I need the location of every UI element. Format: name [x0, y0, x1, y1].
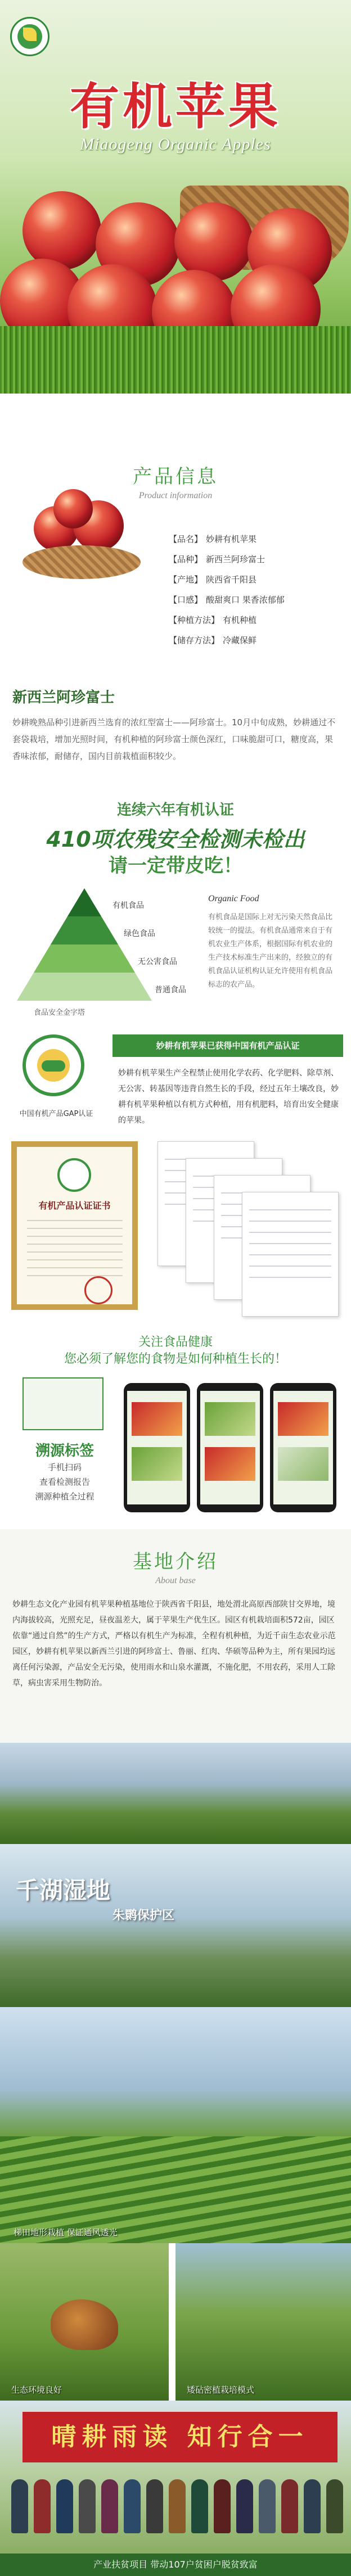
wicker-plate: [22, 545, 141, 579]
seal-text: 妙耕有机苹果生产全程禁止使用化学农药、化学肥料、除草剂、无公害、转基因等违背自然生长的手段，经过五年土壤改良，妙耕有机苹果种植以有机方式种植，用有机肥料，培育出安全健康的苹果。: [118, 1069, 339, 1125]
section-header: [0, 1546, 351, 1586]
certificate-frame: [11, 1141, 138, 1310]
spec-label: 【品种】: [169, 554, 203, 564]
group-photo: [0, 2401, 351, 2576]
seal-caption: 中国有机产品GAP认证: [19, 1110, 93, 1118]
pheasant-photo: [0, 2243, 169, 2401]
person: [101, 2479, 118, 2533]
variety-section: [0, 675, 351, 787]
certification-banner: [0, 787, 351, 877]
certification-seal-icon: [22, 1034, 84, 1096]
certificate-text-lines: [27, 1220, 123, 1282]
wetland-subtitle: 朱鹮保护区: [112, 1909, 175, 1923]
spec-value: 酸甜爽口 果香浓郁郁: [206, 594, 285, 605]
pyramid-caption: 食品安全金字塔: [34, 1009, 86, 1017]
person: [169, 2479, 186, 2533]
pheasant-image: [51, 2299, 118, 2350]
right-photo-caption: 矮砧密植栽培模式: [187, 2385, 255, 2395]
certificate-paper: [17, 1147, 132, 1304]
base-description: 妙耕生态文化产业园有机苹果种植基地位于陕西省千阳县，地处渭北高原西部陕甘交界地，境内海拔较高，光照充足，昼夜温差大，属于苹果生产优生区。园区有机栽培面积572亩，园区依靠“通过自然”的生产方式，严格以有机生产为标准，全程有机种植，为近千亩生态农业示范园区，妙耕有机苹果以新西兰引进的阿珍富士、鲁丽、红肉、华硕等品种为主，所有果园均远离任何污染源，产品安全无污染，使用雨水和山泉水灌溉，不施化肥，不用农药，采用人工除草，病虫害采用生物防治。: [12, 1600, 336, 1688]
pyramid-level-label: 有机食品: [112, 901, 144, 910]
section-subtitle: About base: [155, 1576, 196, 1585]
spec-value: 陕西省千阳县: [206, 574, 257, 585]
variety-name: 新西兰阿珍富士: [12, 689, 115, 706]
product-info-section: [0, 394, 351, 675]
person: [124, 2479, 141, 2533]
person: [236, 2479, 253, 2533]
spec-value: 有机种植: [223, 614, 257, 625]
spec-value: 妙耕有机苹果: [206, 534, 257, 544]
wetland-title: 千湖湿地: [16, 1877, 111, 1904]
left-photo-caption: 生态环境良好: [11, 2385, 62, 2395]
organic-food-heading: Organic Food: [208, 894, 259, 903]
cert-line-2: 410项农残安全检测未检出: [46, 827, 305, 852]
hero-title: 有机苹果: [69, 77, 281, 135]
spec-row: [169, 569, 338, 589]
spec-row: [169, 630, 338, 650]
apple-image: [174, 202, 253, 281]
person: [79, 2479, 96, 2533]
spec-label: 【口感】: [169, 594, 203, 605]
environment-photos: [0, 2243, 351, 2401]
person: [56, 2479, 73, 2533]
person: [281, 2479, 298, 2533]
trace-heading-1: 关注食品健康: [138, 1335, 213, 1349]
trace-label: [22, 1439, 107, 1504]
trace-label-line: 查看检测报告: [39, 1477, 90, 1487]
trace-heading-2: 您必须了解您的食物是如何种植生长的！: [64, 1352, 287, 1366]
grass-foreground: [0, 326, 351, 394]
spec-row: [169, 549, 338, 569]
trace-tag-image: [22, 1377, 104, 1430]
leaf-icon: [23, 28, 37, 41]
organic-food-description: 有机食品是国际上对无污染天然食品比较统一的提法。有机食品通常来自于有机农业生产体系，根据国际有机农业的生产技术标准生产出来的，经独立的有机食品认证机构认证允许使用有机食品标志的农产品。: [208, 913, 333, 989]
variety-description: 妙耕晚熟品种引进新西兰选育的浓红型富士——阿珍富士。10月中旬成熟，妙耕通过不套袋栽培，增加光照时间，有机种植的阿珍富士颜色深红，口味脆甜可口，糖度高，果香味浓郁，耐储存，国内目前栽植面积较少。: [12, 717, 336, 761]
spec-label: 【储存方法】: [169, 635, 220, 645]
terrace-caption: 梯田地形栽植 保证通风透光: [14, 2227, 118, 2238]
spec-list: [169, 528, 338, 650]
orchard-aerial-photo: [0, 1743, 351, 1844]
pyramid-level-label: 普通食品: [155, 986, 186, 995]
person: [214, 2479, 231, 2533]
apple-image: [53, 489, 93, 528]
stamp-icon: [84, 1276, 112, 1304]
orchard-photo: [176, 2243, 351, 2401]
people-row: [0, 2479, 351, 2547]
cert-line-1: 连续六年有机认证: [116, 802, 234, 819]
cert-line-3: 请一定带皮吃！: [109, 855, 242, 877]
person: [34, 2479, 51, 2533]
section-title: 产品信息: [133, 466, 218, 488]
traceability-section: [0, 1321, 351, 1529]
pyramid-tier: [51, 916, 118, 944]
wetland-photo: [0, 1844, 351, 2007]
trace-label-line: 溯源种植全过程: [35, 1492, 94, 1502]
pyramid-tier: [68, 888, 101, 916]
person: [191, 2479, 208, 2533]
test-report-document: [242, 1192, 339, 1317]
person: [11, 2479, 28, 2533]
seal-banner: 妙耕有机苹果已获得中国有机产品认证: [112, 1034, 343, 1057]
seal-band: [42, 1060, 65, 1072]
phone-screenshot: [270, 1383, 336, 1512]
person: [146, 2479, 163, 2533]
spec-row: [169, 589, 338, 609]
trace-label-line: 手机扫码: [47, 1462, 82, 1472]
spec-value: 新西兰阿珍富士: [206, 554, 266, 564]
pyramid-level-label: 无公害食品: [138, 957, 177, 966]
food-pyramid-section: [0, 877, 351, 1023]
person: [326, 2479, 343, 2533]
spec-row: [169, 609, 338, 630]
pyramid-tier: [17, 973, 152, 1001]
spec-label: 【产地】: [169, 574, 203, 585]
seal-section: [0, 1023, 351, 1136]
person: [304, 2479, 321, 2533]
section-title: 基地介绍: [133, 1551, 218, 1573]
base-intro-section: [0, 1529, 351, 1844]
certificate-title: 有机产品认证证书: [38, 1200, 111, 1211]
terrace-photo: [0, 2007, 351, 2243]
certificate-logo-icon: [57, 1158, 91, 1192]
red-banner: 晴耕雨读 知行合一: [22, 2412, 338, 2462]
hero-banner: [0, 0, 351, 394]
pyramid-level-label: 绿色食品: [124, 929, 155, 938]
spec-row: [169, 528, 338, 549]
section-header: [0, 461, 351, 501]
footer-caption: 产业扶贫项目 带动107户贫困户脱贫致富: [0, 2554, 351, 2576]
trace-label-title: 溯源标签: [35, 1443, 94, 1459]
spec-value: 冷藏保鲜: [223, 635, 257, 645]
organic-logo: [10, 17, 50, 56]
section-subtitle: Product information: [138, 491, 213, 500]
spec-label: 【品名】: [169, 534, 203, 544]
apple-image: [22, 191, 101, 270]
certificates-section: [0, 1136, 351, 1321]
phone-screenshot: [124, 1383, 190, 1512]
phone-screenshot: [197, 1383, 263, 1512]
pyramid-tier: [34, 944, 135, 973]
spec-label: 【种植方法】: [169, 614, 220, 625]
hero-subtitle: Miaogeng Organic Apples: [80, 135, 271, 153]
person: [259, 2479, 276, 2533]
